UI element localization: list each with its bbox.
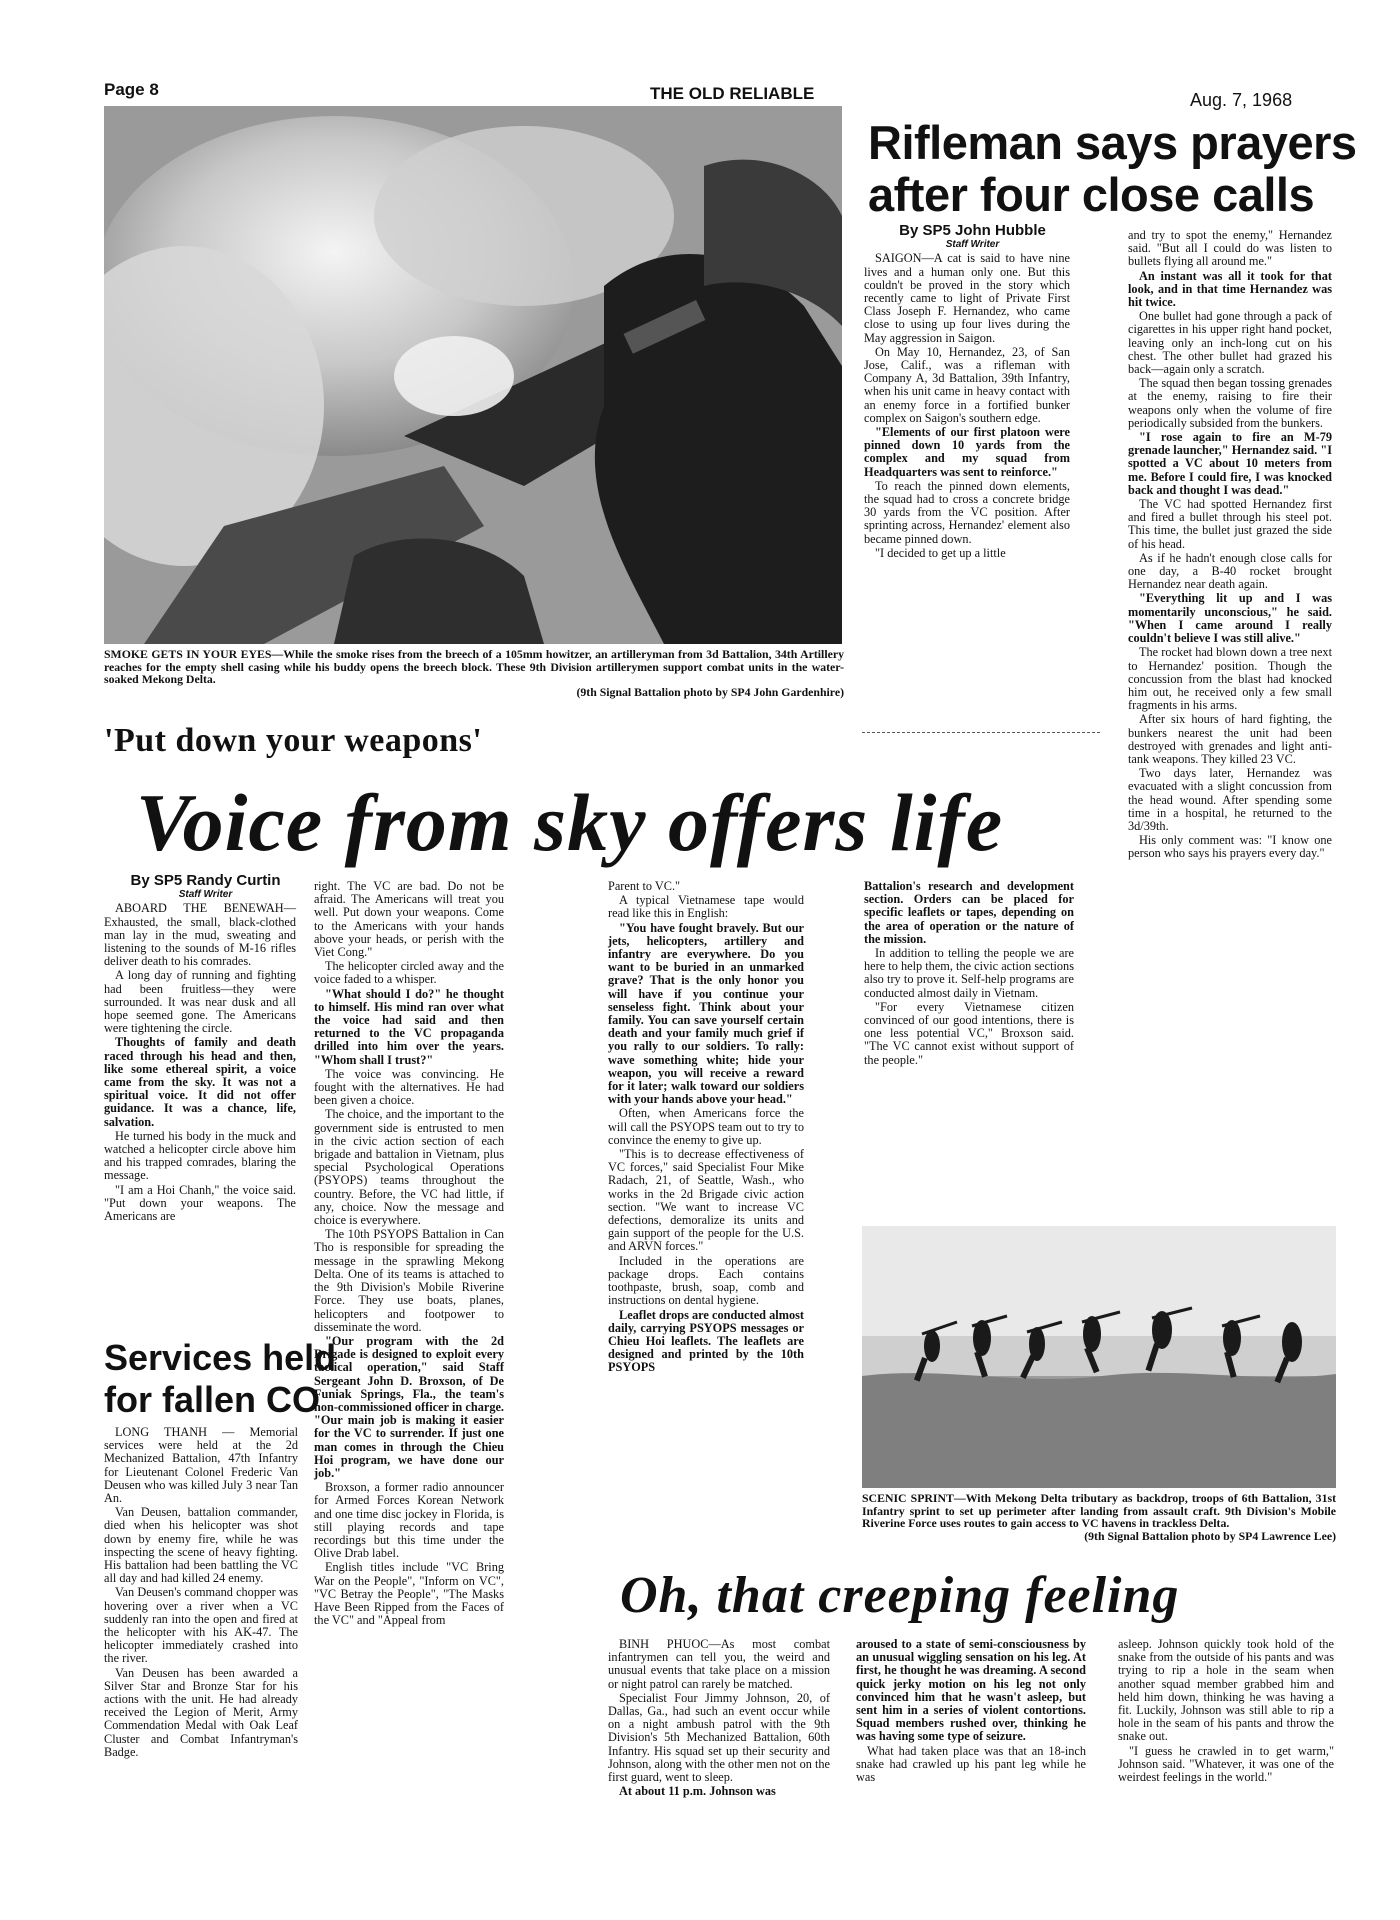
paragraph: His only comment was: "I know one person who says his prayers every day." — [1128, 833, 1332, 861]
paragraph: The squad then began tossing grenades at the enemy, raising to fire their weapons only when the volume of fire periodically subsided from the bunkers. — [1128, 376, 1332, 430]
paragraph: ABOARD THE BENEWAH—Exhausted, the small, black-clothed man lay in the mud, sweating and listening to the sounds of M-16 rifles deliver death to his comrades. — [104, 901, 296, 969]
paragraph: An instant was all it took for that look, and in that time Hernandez was hit twice. — [1128, 268, 1332, 310]
paragraph: "Everything lit up and I was momentarily unconscious," he said. "When I came around I really couldn't believe I was still alive." — [1128, 591, 1332, 646]
voice-role: Staff Writer — [178, 889, 233, 901]
paragraph: As if he hadn't enough close calls for one day, a B-40 rocket brought Hernandez near death again. — [1128, 550, 1332, 592]
section-divider — [862, 732, 1100, 733]
paragraph: A long day of running and fighting had been fruitless—they were surrounded. It was near dusk and all hope seemed gone. The Americans were tightening the circle. — [104, 968, 296, 1036]
paragraph: He turned his body in the muck and watched a helicopter circle above him and his trapped comrades, blaring the message. — [104, 1128, 296, 1183]
paragraph: "I am a Hoi Chanh," the voice said. "Put down your weapons. The Americans are — [104, 1182, 296, 1224]
howitzer-photo-image — [104, 106, 842, 644]
voice-byline: By SP5 Randy Curtin — [130, 872, 281, 889]
services-headline-line1: Services held — [104, 1337, 337, 1378]
paragraph: After six hours of hard fighting, the bunkers nearest the unit had been destroyed with grenades and light anti-tank weapons. They killed 23 VC. — [1128, 712, 1332, 766]
paragraph: BINH PHUOC—As most combat infantrymen can tell you, the weird and unusual events that take place on a mission or night patrol can rarely be matched. — [608, 1637, 830, 1691]
paragraph: "You have fought bravely. But our jets, helicopters, artillery and infantry are everywhere. Do you want to be buried in an unmarked grave? That is the only honor you will have if you continue your senseless fight. Think about your family. You can save yourself certain death and your family much grief if you rally to our soldiers. To rally: wave something white; hide your weapon, you will receive a reward for it later; walk toward our soldiers with your hands above your head." — [608, 920, 804, 1107]
creeping-column-1 — [608, 1638, 830, 1799]
issue-date: Aug. 7, 1968 — [1190, 90, 1293, 110]
paragraph: "Elements of our first platoon were pinned down 10 yards from the complex and my squad from Headquarters was sent to reinforce." — [864, 425, 1070, 479]
paragraph: The rocket had blown down a tree next to Hernandez' position. Though the concussion from the blast had knocked him out, he received only a few small fragments in his arms. — [1128, 645, 1332, 713]
paragraph: English titles include "VC Bring War on the People", "Inform on VC", "VC Betray the People", "The Masks Have Been Ripped from the Faces of the VC" and "Appeal from — [314, 1560, 504, 1628]
paragraph: aroused to a state of semi-consciousness by an unusual wiggling sensation on his leg. At first, he thought he was dreaming. A second quick jerky motion on his leg not only convinced him that he wasn't asleep, but sent him in a series of violent contortions. Squad members rushed over, thinking he was having some type of seizure. — [856, 1637, 1086, 1744]
scenic-sprint-caption — [862, 1492, 1336, 1542]
rifleman-column-1 — [864, 224, 1070, 561]
paragraph: The VC had spotted Hernandez first and fired a bullet through his steel pot. This time, the bullet just grazed the side of his head. — [1128, 497, 1332, 551]
paragraph: asleep. Johnson quickly took hold of the snake from the outside of his pants and was trying to rip a hole in the seam when another squad member grabbed him and held him down, thinking he was having a fit. Luckily, Johnson was still able to rip a hole in the seam of his pants and throw the snake out. — [1118, 1637, 1334, 1744]
paragraph: Van Deusen has been awarded a Silver Star and Bronze Star for his actions with the unit. He had already received the Legion of Merit, Army Commendation Medal with Oak Leaf Cluster and Combat Infantryman's Badge. — [104, 1665, 298, 1759]
paragraph: "I rose again to fire an M-79 grenade launcher," Hernandez said. "I spotted a VC about 10 meters from me. Before I could fire, I was knocked back and thought I was dead." — [1128, 430, 1332, 497]
creeping-column-3 — [1118, 1638, 1334, 1785]
voice-column-2 — [314, 880, 504, 1628]
paragraph: Battalion's research and development section. Orders can be placed for specific leaflets or tapes, depending on the area of operation or the nature of the mission. — [864, 879, 1074, 946]
rifleman-headline-line2: after four close calls — [868, 168, 1315, 221]
services-body — [104, 1426, 298, 1760]
paragraph: Van Deusen's command chopper was hovering over a river when a VC suddenly ran into the open and fired at the helicopter with his AK-47. The helicopter immediately crashed into the river. — [104, 1585, 298, 1666]
paragraph: Thoughts of family and death raced through his head and then, like some ethereal spirit, a voice came from the sky. It was not a spiritual voice. It did not offer guidance. It was a chance, life, salvation. — [104, 1035, 296, 1129]
rifleman-column-2 — [1128, 229, 1332, 862]
paragraph: On May 10, Hernandez, 23, of San Jose, Calif., was a rifleman with Company A, 3d Battalion, 39th Infantry, when his unit came in heavy contact with an enemy force in a fortified bunker complex on Saigon's southern edge. — [864, 344, 1070, 425]
paragraph: "Our program with the 2d Brigade is designed to exploit every tactical operation," said Staff Sergeant John D. Broxson, of De Funiak Springs, Fla., the team's non-commissioned officer in charge. "Our main job is making it easier for the VC to surrender. If just one man comes in through the Chieu Hoi program, we have done our job." — [314, 1333, 504, 1480]
paragraph: The voice was convincing. He fought with the alternatives. He had been given a choice. — [314, 1066, 504, 1108]
paragraph: What had taken place was that an 18-inch snake had crawled up his pant leg while he was — [856, 1743, 1086, 1785]
photo-credit: (9th Signal Battalion photo by SP4 John Gardenhire) — [576, 684, 844, 699]
photo-credit: (9th Signal Battalion photo by SP4 Lawrence Lee) — [1084, 1528, 1336, 1543]
creeping-column-2 — [856, 1638, 1086, 1785]
scenic-sprint-photo-image — [862, 1226, 1336, 1488]
voice-column-1 — [104, 874, 296, 1224]
paragraph: Leaflet drops are conducted almost daily, carrying PSYOPS messages or Chieu Hoi leaflets. The leaflets are designed and printed by the 10th PSYOPS — [608, 1307, 804, 1375]
paragraph: The choice, and the important to the government side is entrusted to men in the civic action section of each brigade and battalion in Vietnam, plus special Psychological Operations (PSYOPS) teams throughout the country. Before, the VC had little, if any, choice. Now the message and choice is everywhere. — [314, 1107, 504, 1228]
paragraph: The helicopter circled away and the voice faded to a whisper. — [314, 959, 504, 987]
paragraph: One bullet had gone through a pack of cigarettes in his upper right hand pocket, leaving only an inch-long cut on his chest. The other bullet had grazed his back—again only a scratch. — [1128, 309, 1332, 377]
newspaper-name: THE OLD RELIABLE — [650, 84, 815, 103]
paragraph: The 10th PSYOPS Battalion in Can Tho is responsible for spreading the message in the sprawling Mekong Delta. One of its teams is attached to the 9th Division's Mobile Riverine Force. They use boats, planes, helicopters and footpower to disseminate the word. — [314, 1227, 504, 1334]
paragraph: "What should I do?" he thought to himself. His mind ran over what the voice had said and then returned to the VC propaganda drilled into him over the years. "Whom shall I trust?" — [314, 986, 504, 1067]
paragraph: Van Deusen, battalion commander, died when his helicopter was shot down by enemy fire, while he was inspecting the scene of heavy fighting. His battalion had been battling the VC all day and had killed 24 enemy. — [104, 1505, 298, 1586]
paragraph: At about 11 p.m. Johnson was — [619, 1784, 776, 1799]
paragraph: Parent to VC." — [608, 879, 681, 893]
paragraph: Broxson, a former radio announcer for Armed Forces Korean Network and one time disc jockey in Florida, is still playing records and tape recordings but this time under the Olive Drab label. — [314, 1480, 504, 1561]
paragraph: Specialist Four Jimmy Johnson, 20, of Dallas, Ga., had such an event occur while on a night ambush patrol with the 9th Division's 5th Mechanized Battalion, 60th Infantry. His squad set up their security and Johnson, along with the other men not on the first guard, went to sleep. — [608, 1690, 830, 1785]
paragraph: Often, when Americans force the will call the PSYOPS team out to try to convince the enemy to give up. — [608, 1106, 804, 1147]
voice-headline: Voice from sky offers life — [136, 777, 1004, 868]
paragraph: SAIGON—A cat is said to have nine lives and a human only one. But this couldn't be proved in the story which recently came to light of Private First Class Joseph F. Hernandez, who came close to using up four lives during the May aggression in Saigon. — [864, 251, 1070, 345]
howitzer-photo — [104, 106, 842, 644]
paragraph: "For every Vietnamese citizen convinced of our good intentions, there is one less potential VC," Broxson said. "The VC cannot exist without support of the people." — [864, 999, 1074, 1067]
paragraph: In addition to telling the people we are here to help them, the civic action sections also try to prove it. Self-help programs are conducted almost daily in Vietnam. — [864, 946, 1074, 1000]
caption-text: —While the smoke rises from the breech of a 105mm howitzer, an artilleryman from 3d Battalion, 34th Artillery reaches for the empty shell casing while his buddy opens the breech block. These 9th Division artillerymen support combat units in the water-soaked Mekong Delta. — [104, 647, 844, 687]
paragraph: "This is to decrease effectiveness of VC forces," said Specialist Four Mike Radach, 21, of Seattle, Wash., who works in the 2d Brigade civic action section. "We want to increase VC defections, demoralize its units and gain support of the people for the U.S. and ARVN forces." — [608, 1147, 804, 1254]
caption-text: —With Mekong Delta tributary as backdrop, troops of 6th Battalion, 31st Infantry sprint to set up perimeter after landing from assault craft. 9th Division's Mobile Riverine Force uses routes to gain access to VC havens in trackless Delta. — [862, 1491, 1336, 1531]
paragraph: right. The VC are bad. Do not be afraid. The Americans will treat you well. Put down your weapons. Come to the Americans with your hands above your heads, or perish with the Viet Cong." — [314, 879, 504, 960]
voice-column-3 — [608, 880, 804, 1376]
paragraph: A typical Vietnamese tape would read like this in English: — [608, 893, 804, 921]
paragraph: and try to spot the enemy," Hernandez said. "But all I could do was listen to bullets flying all around me." — [1128, 228, 1332, 269]
caption-lead: SMOKE GETS IN YOUR EYES — [104, 647, 272, 661]
services-headline-line2: for fallen CO — [104, 1379, 321, 1420]
caption-lead: SCENIC SPRINT — [862, 1491, 954, 1505]
rifleman-byline: By SP5 John Hubble — [899, 222, 1046, 239]
scenic-sprint-photo — [862, 1226, 1336, 1488]
paragraph: Two days later, Hernandez was evacuated with a slight concussion from the head wound. After spending some time in a hospital, he returned to the 3d/39th. — [1128, 766, 1332, 833]
voice-column-4 — [864, 880, 1074, 1068]
paragraph: "I guess he crawled in to get warm," Johnson said. "Whatever, it was one of the weirdest feelings in the world." — [1118, 1743, 1334, 1785]
rifleman-headline-line1: Rifleman says prayers — [868, 116, 1357, 169]
paragraph: Included in the operations are package drops. Each contains toothpaste, brush, soap, comb and instructions on dental hygiene. — [608, 1253, 804, 1308]
paragraph: "I decided to get up a little — [875, 545, 1006, 560]
page-number: Page 8 — [104, 80, 159, 99]
creeping-headline: Oh, that creeping feeling — [620, 1567, 1180, 1624]
howitzer-photo-caption — [104, 648, 844, 698]
rifleman-role: Staff Writer — [945, 239, 1000, 251]
paragraph: To reach the pinned down elements, the squad had to cross a concrete bridge 30 yards from the VC position. After sprinting across, Hernandez' element also became pinned down. — [864, 478, 1070, 546]
paragraph: LONG THANH — Memorial services were held at the 2d Mechanized Battalion, 47th Infantry for Lieutenant Colonel Frederic Van Deusen who was killed July 3 near Tan An. — [104, 1425, 298, 1506]
voice-kicker: 'Put down your weapons' — [104, 722, 483, 759]
